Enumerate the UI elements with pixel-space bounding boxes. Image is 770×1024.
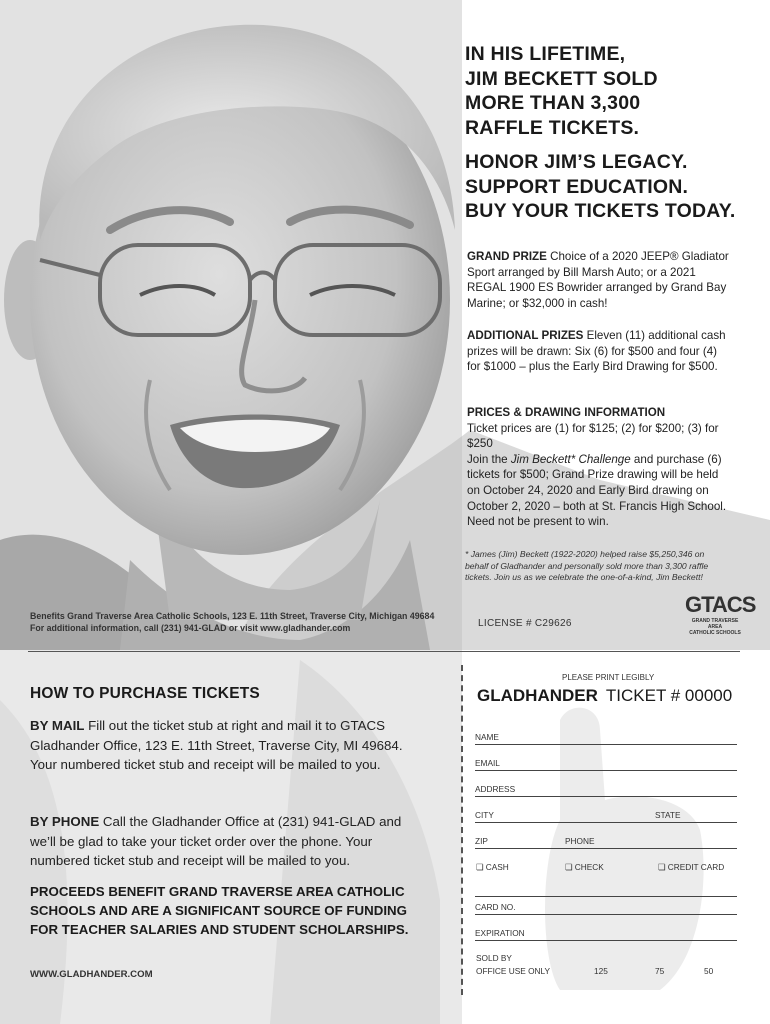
- challenge-name: Jim Beckett* Challenge: [510, 452, 631, 466]
- print-legibly-note: PLEASE PRINT LEGIBLY: [562, 673, 655, 682]
- perforation-line: [461, 665, 463, 995]
- ticket-number: TICKET # 00000: [605, 686, 733, 705]
- zip-phone-field[interactable]: [475, 826, 737, 849]
- sold-by-label: SOLD BY: [476, 953, 512, 963]
- headline-line: IN HIS LIFETIME,: [465, 43, 626, 65]
- check-checkbox[interactable]: ❏ CHECK: [565, 862, 604, 872]
- headline-line: MORE THAN 3,300: [465, 92, 641, 114]
- address-field[interactable]: [475, 774, 737, 797]
- by-mail-text: [30, 716, 430, 775]
- headline-line: RAFFLE TICKETS.: [465, 116, 640, 139]
- headline-lifetime: [465, 42, 765, 140]
- by-mail-body: Fill out the ticket stub at right and mail it to GTACS Gladhander Office, 123 E. 11th Street, Traverse City, MI 49684. Your numbered ticket stub and receipt will be mailed to you.: [30, 718, 403, 772]
- website-link[interactable]: WWW.GLADHANDER.COM: [30, 969, 153, 980]
- additional-prizes: [467, 328, 732, 375]
- amount-50: 50: [704, 966, 714, 976]
- expiration-label: EXPIRATION: [475, 928, 525, 938]
- gtacs-logo: [685, 592, 756, 636]
- by-phone-body: Call the Gladhander Office at (231) 941-GLAD and we’ll be glad to take your ticket order over the phone. Your numbered ticket stub and receipt will be mailed to you.: [30, 814, 402, 868]
- name-label: NAME: [475, 732, 499, 742]
- phone-label: PHONE: [565, 836, 595, 846]
- grand-prize-text: Choice of a 2020 JEEP® Gladiator Sport arranged by Bill Marsh Auto; or a 2021 REGAL 1900 ES Bowrider arranged by Grand Bay Marine; or $32,000 in cash!: [467, 250, 729, 310]
- expiration-field[interactable]: [475, 918, 737, 941]
- by-phone-text: [30, 812, 430, 871]
- ticket-brand: GLADHANDER: [477, 686, 598, 705]
- logo-sub: GRAND TRAVERSE AREA: [691, 618, 739, 630]
- office-use-label: OFFICE USE ONLY: [476, 966, 551, 976]
- ticket-title: [477, 686, 732, 706]
- amount-75: 75: [655, 966, 665, 976]
- grand-prize: [467, 249, 732, 311]
- additional-prizes-label: ADDITIONAL PRIZES: [467, 329, 584, 342]
- by-mail-label: BY MAIL: [30, 718, 85, 733]
- headline-line: HONOR JIM’S LEGACY.: [465, 151, 688, 173]
- credit-card-checkbox[interactable]: ❏ CREDIT CARD: [658, 862, 725, 872]
- challenge-prefix: Join the: [467, 452, 511, 466]
- address-label: ADDRESS: [475, 784, 516, 794]
- zip-label: ZIP: [475, 836, 488, 846]
- prices-info: [467, 405, 732, 530]
- email-field[interactable]: [475, 748, 737, 771]
- logo-mark: GTACS: [685, 592, 756, 617]
- beckett-footnote: * James (Jim) Beckett (1922-2020) helped raise $5,250,346 on behalf of Gladhander and personally sold more than 3,300 raffle tickets. Join us as we celebrate the one-of-a-kind, Jim Beckett!: [465, 549, 709, 583]
- amount-125: 125: [594, 966, 608, 976]
- card-number-field[interactable]: [475, 892, 737, 915]
- prices-challenge: [467, 452, 732, 530]
- benefits-line: For additional information, call (231) 941-GLAD or visit www.gladhander.com: [30, 623, 351, 633]
- grand-prize-label: GRAND PRIZE: [467, 250, 547, 263]
- by-phone-label: BY PHONE: [30, 814, 100, 829]
- logo-sub: CATHOLIC SCHOOLS: [689, 630, 741, 636]
- additional-prizes-text: Eleven (11) additional cash prizes will be drawn: Six (6) for $500 and four (4) for $1000 – plus the Early Bird Drawing for $500.: [467, 329, 726, 374]
- benefits-line: Benefits Grand Traverse Area Catholic Schools, 123 E. 11th Street, Traverse City, Michigan 49684: [30, 611, 435, 621]
- headline-legacy: [465, 150, 765, 224]
- prices-line: Ticket prices are (1) for $125; (2) for $200; (3) for $250: [467, 421, 719, 451]
- state-label: STATE: [655, 810, 681, 820]
- cut-line: [28, 651, 740, 652]
- benefits-info: [30, 610, 434, 634]
- license-number: LICENSE # C29626: [478, 618, 572, 629]
- proceeds-statement: PROCEEDS BENEFIT GRAND TRAVERSE AREA CATHOLIC SCHOOLS AND ARE A SIGNIFICANT SOURCE OF FUNDING FOR TEACHER SALARIES AND STUDENT SCHOLARSHIPS.: [30, 884, 409, 937]
- name-field[interactable]: [475, 722, 737, 745]
- howto-title: HOW TO PURCHASE TICKETS: [30, 685, 260, 702]
- email-label: EMAIL: [475, 758, 500, 768]
- headline-line: SUPPORT EDUCATION.: [465, 175, 689, 198]
- city-state-field[interactable]: [475, 800, 737, 823]
- headline-line: BUY YOUR TICKETS TODAY.: [465, 200, 736, 222]
- prices-label: PRICES & DRAWING INFORMATION: [467, 406, 666, 419]
- cash-checkbox[interactable]: ❏ CASH: [476, 862, 509, 872]
- challenge-suffix: and purchase (6) tickets for $500; Grand Prize drawing will be held on October 24, 2020 and Early Bird drawing on October 2, 2020 – both at St. Francis High School. Need not be present to win.: [467, 452, 727, 529]
- headline-line: JIM BECKETT SOLD: [465, 67, 658, 90]
- card-no-label: CARD NO.: [475, 902, 516, 912]
- city-label: CITY: [475, 810, 494, 820]
